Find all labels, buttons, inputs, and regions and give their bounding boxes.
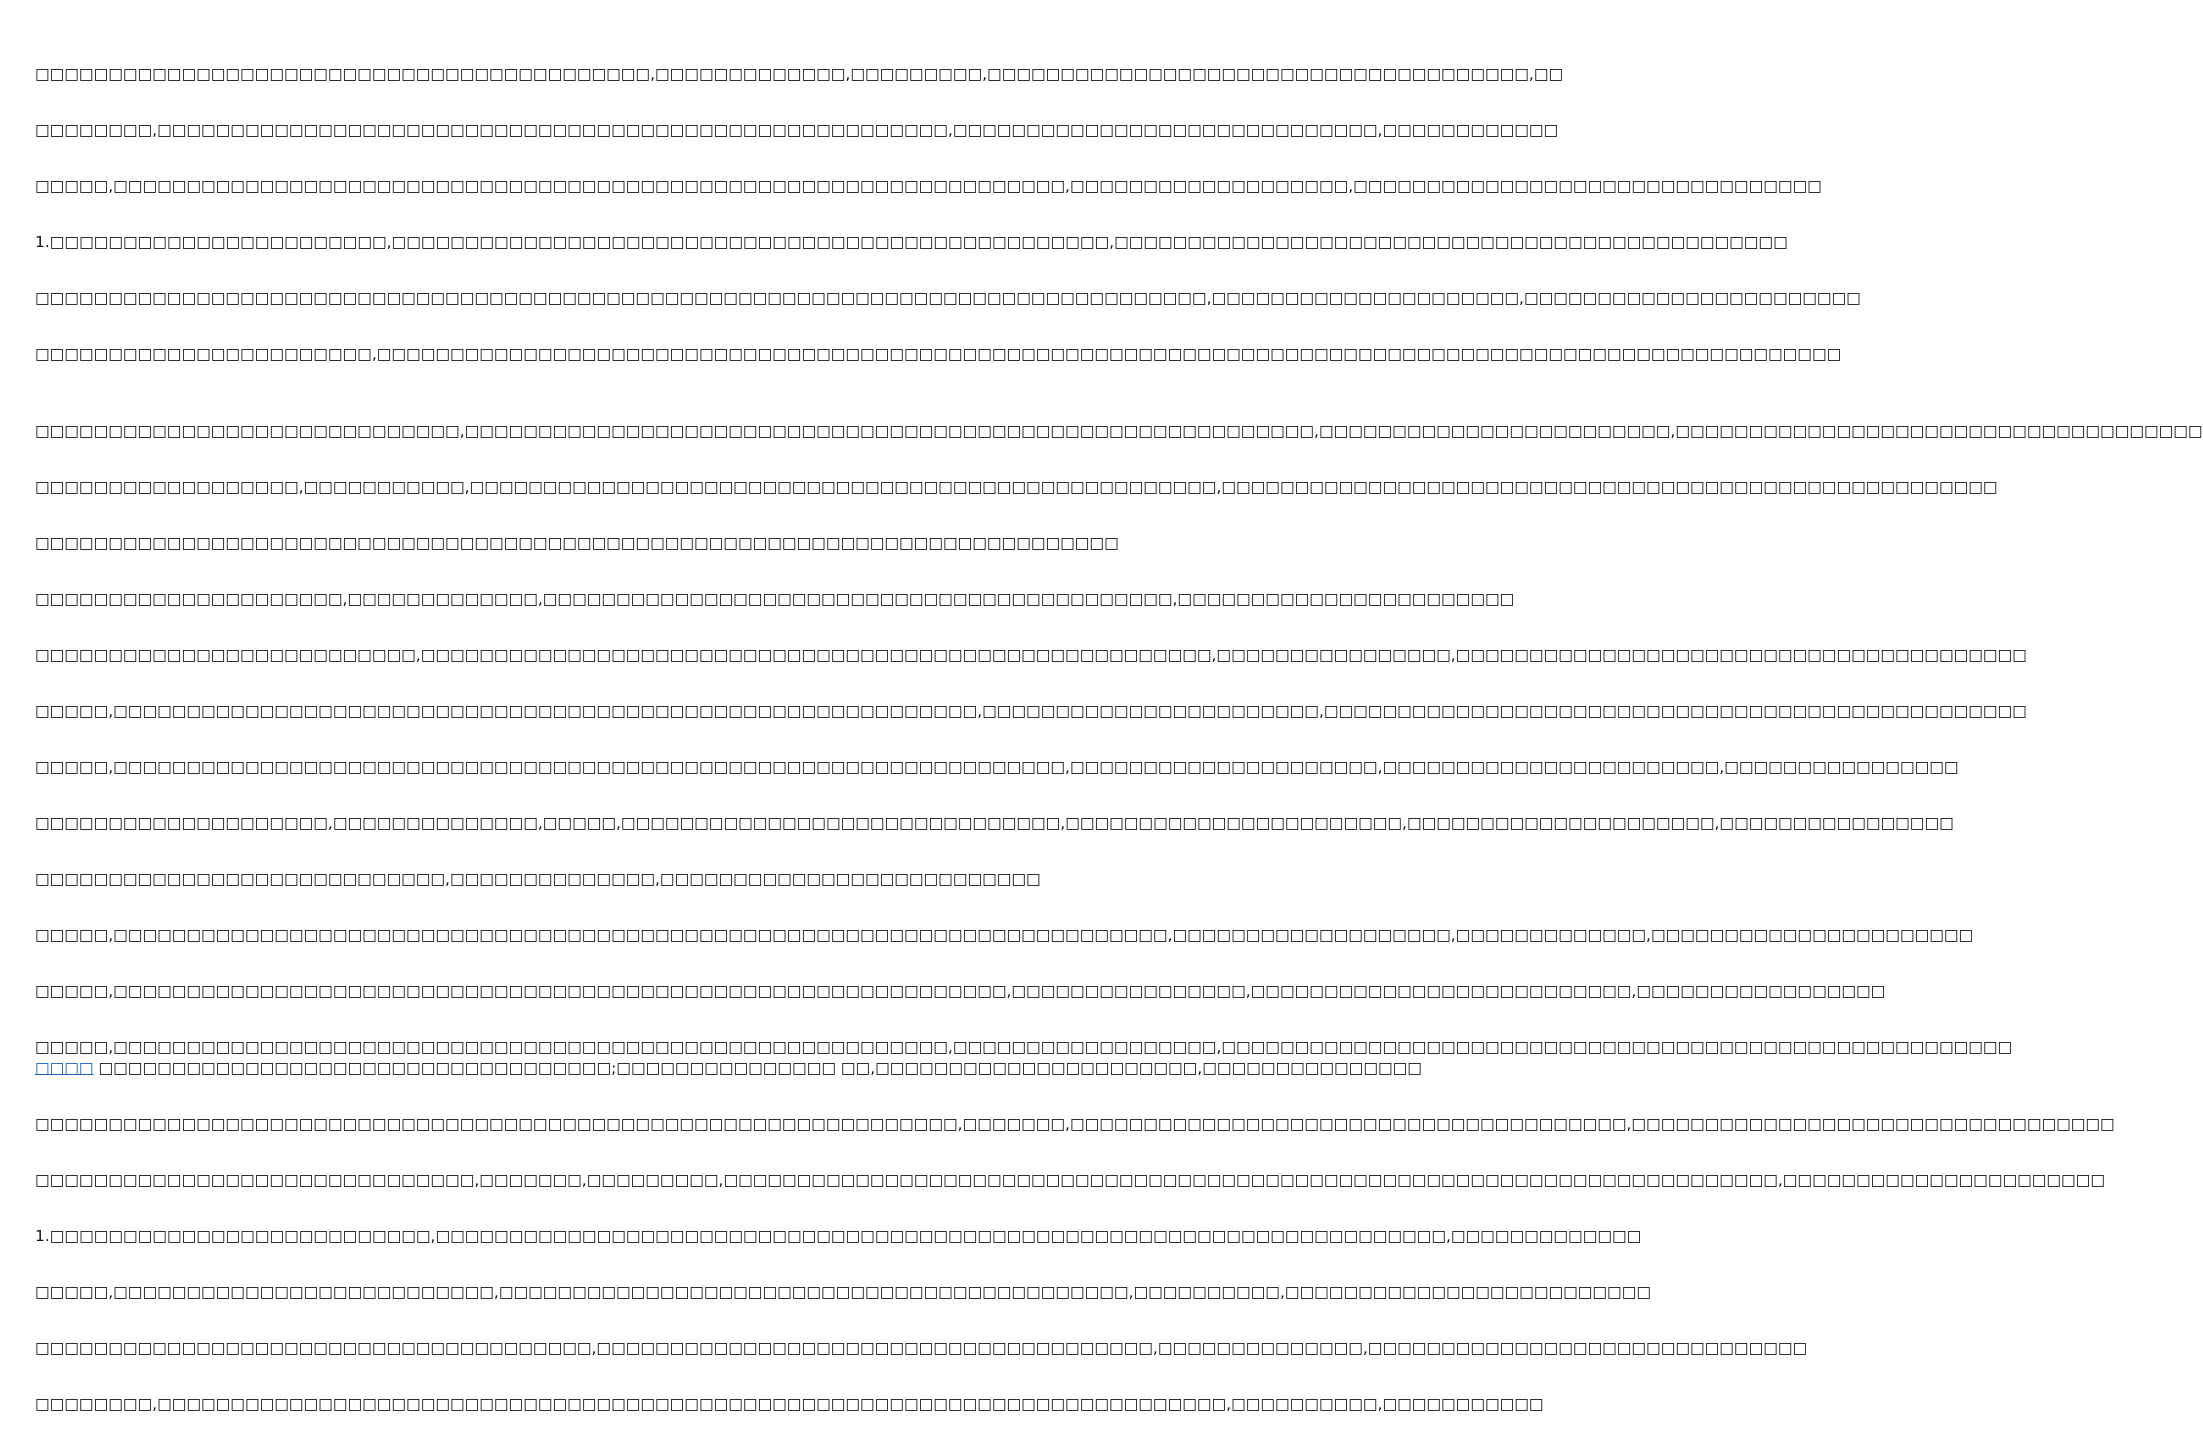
paragraph: □□□□□□□□□□□□□□□□□□□□□□□□□□□□□□□□□□□□□□□□□□,□□□□□□□□□□□□□,□□□□□□□□□,□□□□□□□□□□□□□□□□□□□□□□□□□□□□□□□□□□□□□,□□ [35, 65, 1564, 83]
paragraph: □□□□□,□□□□□□□□□□□□□□□□□□□□□□□□□□□□□□□□□□□□□□□□□□□□□□□□□□□□□□□□□□□□□□□□□,□□□□□□□□□□□□□□□□□□□,□□□□□□□□□□□□□□□□□□□□□□□□□□□□□□□□ [35, 177, 1822, 195]
paragraph: □□□□□□□□,□□□□□□□□□□□□□□□□□□□□□□□□□□□□□□□□□□□□□□□□□□□□□□□□□□□□□□□□□□□□□□□□□□□□□□□□□,□□□□□□□□□□,□□□□□□□□□□□ [35, 1395, 1544, 1413]
paragraph: □□□□□□□□□□□□□□□□□□□□□□□□□□□□□□□□□□□□□□□□□□□□□□□□□□□□□□□□□□□□□□□□□□□□□□□□□□ [35, 534, 1119, 552]
paragraph: □□□□□□□□□□□□□□□□□□□□□□□□□□□□□,□□□□□□□□□□□□□□□□□□□□□□□□□□□□□□□□□□□□□□□□□□□□□□□□□□□□□□□□□□,□□□□□□□□□□□□□□□□□□□□□□□□,□□□□□□□□□□□□□□□□□□□□□□□□□□□□□□□□□□□□ [35, 422, 2203, 440]
paragraph: □□□□□,□□□□□□□□□□□□□□□□□□□□□□□□□□□□□□□□□□□□□□□□□□□□□□□□□□□□□□□□□□□,□□□□□□□□□□□□□□□□□□□□□□□,□□□□□□□□□□□□□□□□□□□□□□□□□□□□□□□□□□□□□□□□□□□□□□□□ [35, 702, 2027, 720]
paragraph: □□□□□□□□□□□□□□□□□□□□□□□□□□,□□□□□□□□□□□□□□□□□□□□□□□□□□□□□□□□□□□□□□□□□□□□□□□□□□□□□□,□□□□□□□□□□□□□□□□,□□□□□□□□□□□□□□□□□□□□□□□□□□□□□□□□□□□□□□□ [35, 646, 2027, 664]
paragraph-line-text: □□□□□□□□□□□□□□□□□□□□□□□□□□□□□□□□□□□;□□□□□□□□□□□□□□□ □□,□□□□□□□□□□□□□□□□□□□□□□,□□□□□□□□□□□□□□□ [93, 1059, 1422, 1077]
paragraph: □□□□□□□□□□□□□□□□□□□□□□□□□□□□□□□□□□□□□□□□□□□□□□□□□□□□□□□□□□□□□□□,□□□□□□□,□□□□□□□□□□□□□□□□□□□□□□□□□□□□□□□□□□□□□□,□□□□□□□□□□□□□□□□□□□□□□□□□□□□□□□□□ [35, 1115, 2115, 1133]
paragraph: □□□□□□□□□□□□□□□□□□□□□,□□□□□□□□□□□□□,□□□□□□□□□□□□□□□□□□□□□□□□□□□□□□□□□□□□□□□□□□□,□□□□□□□□□□□□□□□□□□□□□□□ [35, 590, 1515, 608]
paragraph: 1.□□□□□□□□□□□□□□□□□□□□□□□,□□□□□□□□□□□□□□□□□□□□□□□□□□□□□□□□□□□□□□□□□□□□□□□□□,□□□□□□□□□□□□□□□□□□□□□□□□□□□□□□□□□□□□□□□□□□□□□□ [35, 233, 1788, 251]
inline-link[interactable]: □□□□ [35, 1059, 94, 1077]
paragraph: □□□□□□□□□□□□□□□□□□□□□□□,□□□□□□□□□□□□□□□□□□□□□□□□□□□□□□□□□□□□□□□□□□□□□□□□□□□□□□□□□□□□□□□□□□□□□□□□□□□□□□□□□□□□□□□□□□□□□□□□□□□□ [35, 345, 1842, 363]
paragraph: 1.□□□□□□□□□□□□□□□□□□□□□□□□□□,□□□□□□□□□□□□□□□□□□□□□□□□□□□□□□□□□□□□□□□□□□□□□□□□□□□□□□□□□□□□□□□□□□□□□,□□□□□□□□□□□□□ [35, 1227, 1642, 1245]
paragraph: □□□□□□□□,□□□□□□□□□□□□□□□□□□□□□□□□□□□□□□□□□□□□□□□□□□□□□□□□□□□□□□,□□□□□□□□□□□□□□□□□□□□□□□□□□□□□,□□□□□□□□□□□□ [35, 121, 1559, 139]
paragraph: □□□□□,□□□□□□□□□□□□□□□□□□□□□□□□□□□□□□□□□□□□□□□□□□□□□□□□□□□□□□□□□□□□□□□□□□□□□□□□,□□□□□□□□□□□□□□□□□□□,□□□□□□□□□□□□□,□□□□□□□□□□□□□□□□□□□□□□ [35, 926, 1974, 944]
paragraph-with-link [35, 1037, 2013, 1079]
paragraph: □□□□□□□□□□□□□□□□□□□□□□□□□□□□□□□□□□□□□□,□□□□□□□□□□□□□□□□□□□□□□□□□□□□□□□□□□□□□□,□□□□□□□□□□□□□□,□□□□□□□□□□□□□□□□□□□□□□□□□□□□□□ [35, 1339, 1808, 1357]
paragraph: □□□□□□□□□□□□□□□□□□□□□□□□□□□□,□□□□□□□□□□□□□□,□□□□□□□□□□□□□□□□□□□□□□□□□□ [35, 870, 1041, 888]
paragraph-line: □□□□□,□□□□□□□□□□□□□□□□□□□□□□□□□□□□□□□□□□□□□□□□□□□□□□□□□□□□□□□□□,□□□□□□□□□□□□□□□□□□,□□□□□□□□□□□□□□□□□□□□□□□□□□□□□□□□□□□□□□□□□□□□□□□□□□□□□□ [35, 1038, 2013, 1056]
document-body [35, 64, 2203, 1415]
paragraph: □□□□□□□□□□□□□□□□□□□□□□□□□□□□□□,□□□□□□□,□□□□□□□□□,□□□□□□□□□□□□□□□□□□□□□□□□□□□□□□□□□□□□□□□□□□□□□□□□□□□□□□□□□□□□□□□□□□□□□□□□,□□□□□□□□□□□□□□□□□□□□□□ [35, 1171, 2105, 1189]
paragraph: □□□□□□□□□□□□□□□□□□,□□□□□□□□□□□,□□□□□□□□□□□□□□□□□□□□□□□□□□□□□□□□□□□□□□□□□□□□□□□□□□□,□□□□□□□□□□□□□□□□□□□□□□□□□□□□□□□□□□□□□□□□□□□□□□□□□□□□□ [35, 478, 1998, 496]
paragraph-line [35, 1058, 1422, 1079]
paragraph: □□□□□□□□□□□□□□□□□□□□□□□□□□□□□□□□□□□□□□□□□□□□□□□□□□□□□□□□□□□□□□□□□□□□□□□□□□□□□□□□,□□□□□□□□□□□□□□□□□□□□□,□□□□□□□□□□□□□□□□□□□□□□□ [35, 289, 1861, 307]
paragraph: □□□□□,□□□□□□□□□□□□□□□□□□□□□□□□□□□□□□□□□□□□□□□□□□□□□□□□□□□□□□□□□□□□□,□□□□□□□□□□□□□□□□,□□□□□□□□□□□□□□□□□□□□□□□□□□,□□□□□□□□□□□□□□□□□ [35, 982, 1886, 1000]
paragraph: □□□□□□□□□□□□□□□□□□□□,□□□□□□□□□□□□□□,□□□□□,□□□□□□□□□□□□□□□□□□□□□□□□□□□□□□,□□□□□□□□□□□□□□□□□□□□□□□,□□□□□□□□□□□□□□□□□□□□□,□□□□□□□□□□□□□□□□ [35, 814, 1954, 832]
paragraph: □□□□□,□□□□□□□□□□□□□□□□□□□□□□□□□□□□□□□□□□□□□□□□□□□□□□□□□□□□□□□□□□□□□□□□□,□□□□□□□□□□□□□□□□□□□□□,□□□□□□□□□□□□□□□□□□□□□□□,□□□□□□□□□□□□□□□□ [35, 758, 1959, 776]
paragraph: □□□□□,□□□□□□□□□□□□□□□□□□□□□□□□□□,□□□□□□□□□□□□□□□□□□□□□□□□□□□□□□□□□□□□□□□□□□□,□□□□□□□□□□,□□□□□□□□□□□□□□□□□□□□□□□□□ [35, 1283, 1651, 1301]
